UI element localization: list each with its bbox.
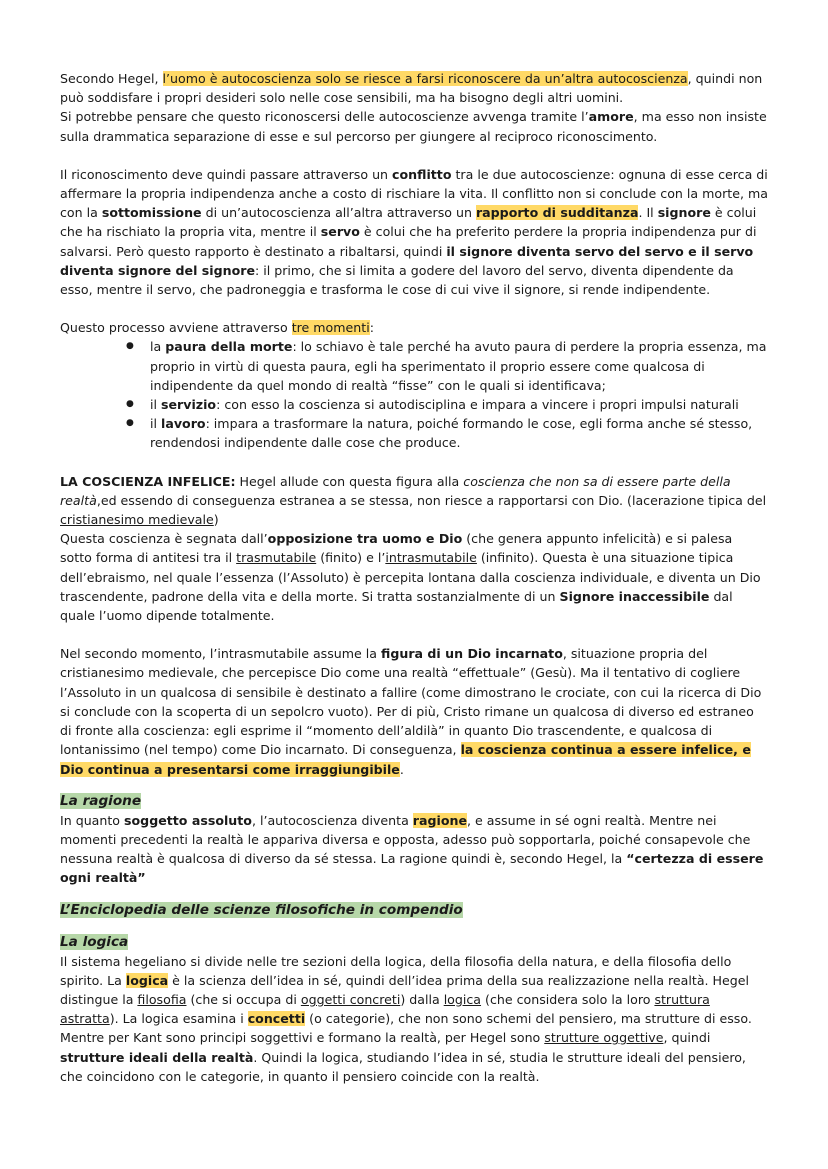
highlight: rapporto di sudditanza	[475, 205, 639, 221]
paragraph-dio-incarnato: Nel secondo momento, l’intrasmutabile assume la figura di un Dio incarnato, situazione propria del cristianesimo medievale, che percepisce Dio come una realtà “effettuale” (Gesù). Ma il tentativo di cogliere l’Assoluto in un qualcosa di sensibile è destinato a fallire (come dimostrano le crociate, con cui la ricerca di Dio si conclude con la scoperta di un sepolcro vuoto). Per di più, Cristo rimane un qualcosa di diverso ed estraneo di fronte alla coscienza: egli esprime il “momento dell’aldilà” in quanto Dio trascendente, e qualcosa di lontanissimo (nel tempo) come Dio incarnato. Di conseguenza, la coscienza continua a essere infelice, e Dio continua a presentarsi come irraggiungibile.	[60, 646, 762, 777]
list-item: ● il servizio: con esso la coscienza si autodisciplina e impara a vincere i propri impulsi naturali	[150, 395, 768, 414]
highlight: l’uomo è autocoscienza solo se riesce a farsi riconoscere da un’altra autocoscienza	[162, 71, 688, 86]
paragraph-hegel-autocoscienza: Secondo Hegel, l’uomo è autocoscienza solo se riesce a farsi riconoscere da un’altra autocoscienza, quindi non può soddisfare i propri desideri solo nelle cose sensibili, ma ha bisogno degli altri uomini. Si potrebbe pensare che questo riconoscersi delle autocoscienze avvenga tramite l’amore, ma esso non insiste sulla drammatica separazione di esse e sul percorso per giungere al reciproco riconoscimento.	[60, 71, 767, 144]
heading-enciclopedia: L’Enciclopedia delle scienze filosofiche in compendio	[60, 901, 463, 918]
highlight: ragione	[412, 812, 467, 828]
paragraph-ragione: In quanto soggetto assoluto, l’autocoscienza diventa ragione, e assume in sé ogni realtà. Mentre nei momenti precedenti la realtà le appariva diversa e opposta, adesso può sopportarla, poiché consapevole che nessuna realtà è qualcosa di diverso da sé stessa. La ragione quindi è, secondo Hegel, la “certezza di essere ogni realtà”	[60, 812, 764, 886]
list-item: ● il lavoro: impara a trasformare la natura, poiché formando le cose, egli forma anche sé stesso, rendendosi indipendente dalle cose che produce.	[150, 414, 768, 452]
paragraph-logica: Il sistema hegeliano si divide nelle tre sezioni della logica, della filosofia della natura, e della filosofia dello spirito. La logica è la scienza dell’idea in sé, quindi dell’idea prima della sua realizzazione nella realtà. Hegel distingue la filosofia (che si occupa di oggetti concreti) dalla logica (che considera solo la loro struttura astratta). La logica esamina i concetti (o categorie), che non sono schemi del pensiero, ma strutture di esso. Mentre per Kant sono principi soggettivi e formano la realtà, per Hegel sono strutture oggettive, quindi strutture ideali della realtà. Quindi la logica, studiando l’idea in sé, studia le strutture ideali del pensiero, che coincidono con le categorie, in quanto il pensiero coincide con la realtà.	[60, 953, 752, 1084]
paragraph-tre-momenti: Questo processo avviene attraverso tre momenti:	[60, 320, 374, 336]
heading-la-ragione: La ragione	[60, 792, 142, 809]
highlight: logica	[125, 972, 169, 988]
heading-la-logica: La logica	[60, 933, 129, 950]
bullet-list	[60, 337, 768, 452]
highlight: concetti	[247, 1011, 306, 1027]
highlight: tre momenti	[291, 320, 370, 336]
paragraph-coscienza-infelice: LA COSCIENZA INFELICE: Hegel allude con questa figura alla coscienza che non sa di essere parte della realtà,ed essendo di conseguenza estranea a se stessa, non riesce a rapportarsi con Dio. (lacerazione tipica del cristianesimo medievale) Questa coscienza è segnata dall’opposizione tra uomo e Dio (che genera appunto infelicità) e si palesa sotto forma di antitesi tra il trasmutabile (finito) e l’intrasmutabile (infinito). Questa è una situazione tipica dell’ebraismo, nel quale l’essenza (l’Assoluto) è percepita lontana dalla coscienza individuale, e diventa un Dio trascendente, padrone della vita e della morte. Si tratta sostanzialmente di un Signore inaccessibile dal quale l’uomo dipende totalmente.	[60, 473, 767, 624]
list-item: ● la paura della morte: lo schiavo è tale perché ha avuto paura di perdere la propria essenza, ma proprio in virtù di questa paura, egli ha sperimentato il proprio essere come qualcosa di indipendente da quel mondo di realtà “fisse” con le quali si identificava;	[150, 337, 768, 395]
highlight: la coscienza continua a essere infelice, e Dio continua a presentarsi come irraggiungibile	[60, 742, 751, 777]
paragraph-riconoscimento-conflitto: Il riconoscimento deve quindi passare attraverso un conflitto tra le due autocoscienze: ognuna di esse cerca di affermare la propria indipendenza anche a costo di rischiare la vita. Il conflitto non si conclude con la morte, ma con la sottomissione di un’autocoscienza all’altra attraverso un rapporto di sudditanza. Il signore è colui che ha rischiato la propria vita, mentre il servo è colui che ha preferito perdere la propria indipendenza pur di salvarsi. Però questo rapporto è destinato a ribaltarsi, quindi il signore diventa servo del servo e il servo diventa signore del signore: il primo, che si limita a godere del lavoro del servo, diventa dipendente da esso, mentre il servo, che padroneggia e trasforma le cose di cui vive il signore, si rende indipendente.	[60, 166, 768, 298]
